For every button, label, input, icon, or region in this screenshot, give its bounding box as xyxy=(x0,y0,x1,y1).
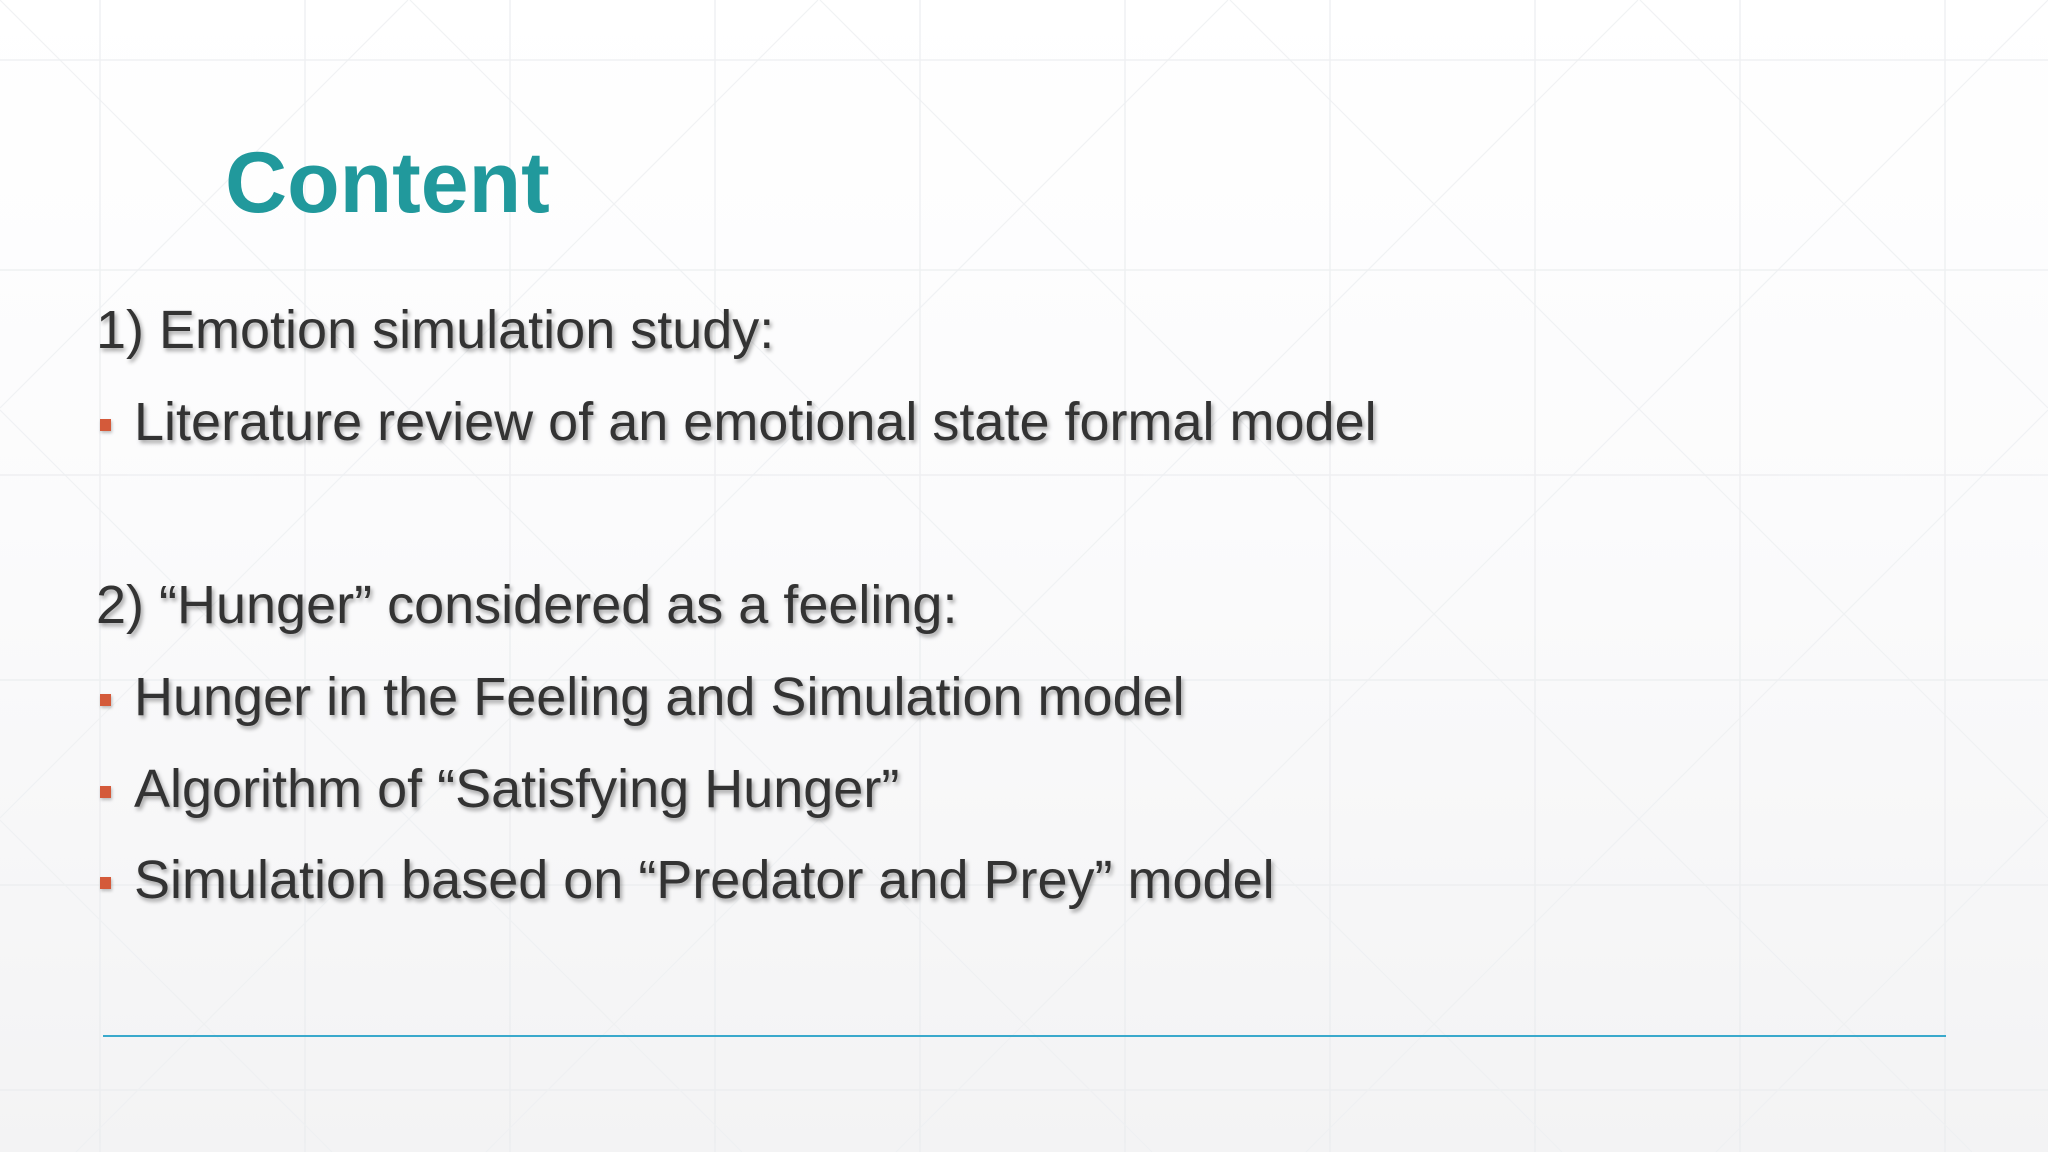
list-item-text: Algorithm of “Satisfying Hunger” xyxy=(134,759,900,819)
square-bullet-icon xyxy=(100,419,111,431)
square-bullet-icon xyxy=(100,786,111,798)
list-item-text: Simulation based on “Predator and Prey” model xyxy=(134,850,1275,910)
section-1-heading: 1) Emotion simulation study: xyxy=(96,300,775,360)
footer-divider xyxy=(103,1035,1946,1037)
list-item-text: Literature review of an emotional state formal model xyxy=(134,392,1377,452)
square-bullet-icon xyxy=(100,694,111,706)
list-item xyxy=(96,664,1185,730)
list-item xyxy=(96,847,1275,913)
list-item xyxy=(96,389,1377,455)
section-2-heading: 2) “Hunger” considered as a feeling: xyxy=(96,575,958,635)
list-item-text: Hunger in the Feeling and Simulation model xyxy=(134,667,1185,727)
slide-title: Content xyxy=(225,135,550,231)
square-bullet-icon xyxy=(100,877,111,889)
list-item xyxy=(96,756,899,822)
